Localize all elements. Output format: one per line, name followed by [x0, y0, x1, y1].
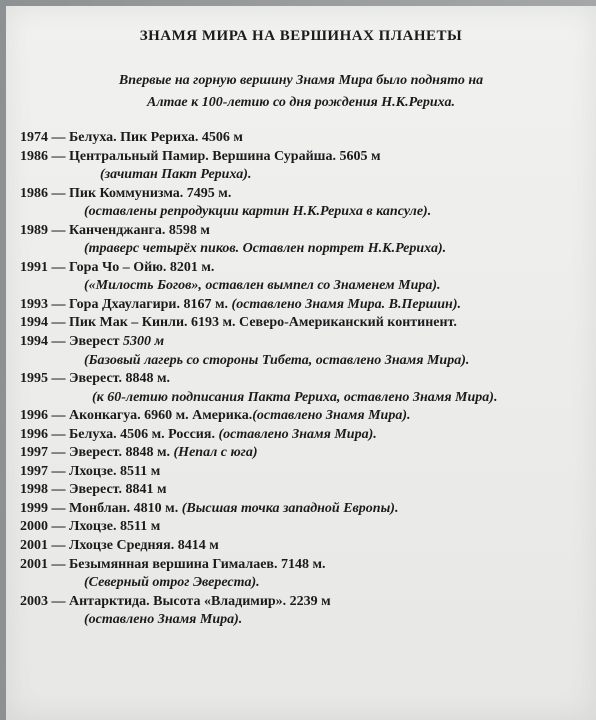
entry-1993: [20, 296, 590, 315]
entry-1999: [20, 500, 590, 519]
entry-1996-belukha-main: 1996 — Белуха. 4506 м. Россия.: [20, 426, 219, 442]
entry-1997-everest: [20, 444, 590, 463]
entry-1991: 1991 — Гора Чо – Ойю. 8201 м.: [20, 259, 215, 275]
entry-1997-lhotse: 1997 — Лхоцзе. 8511 м: [20, 463, 161, 479]
entry-1999-note: (Высшая точка западной Европы).: [181, 500, 399, 516]
entry-2001-himalaya-note: (Северный отрог Эвереста).: [84, 575, 260, 591]
entry-1996-aconcagua-main: 1996 — Аконкагуа. 6960 м. Америка.: [20, 408, 253, 424]
entry-1986-communism: 1986 — Пик Коммунизма. 7495 м.: [20, 185, 232, 201]
entry-1993-main: 1993 — Гора Дхаулагири. 8167 м.: [20, 296, 232, 312]
entry-1989: 1989 — Канченджанга. 8598 м: [20, 222, 210, 238]
intro-line-2: Алтае к 100-летию со дня рождения Н.К.Рериха.: [147, 95, 455, 110]
entry-2001-himalaya: 2001 — Безымянная вершина Гималаев. 7148 м.: [20, 556, 326, 572]
entry-1986-communism-note: (оставлены репродукции картин Н.К.Рериха в капсуле).: [84, 204, 432, 220]
entry-1995-note: (к 60-летию подписания Пакта Рериха, оставлено Знамя Мира).: [92, 389, 498, 405]
entry-1974: 1974 — Белуха. Пик Рериха. 4506 м: [20, 130, 243, 145]
document-title: ЗНАМЯ МИРА НА ВЕРШИНАХ ПЛАНЕТЫ: [139, 28, 463, 44]
entry-1997-everest-note: (Непал с юга): [173, 445, 258, 461]
entry-1998: 1998 — Эверест. 8841 м: [20, 482, 167, 498]
entry-1989-note: (траверс четырёх пиков. Оставлен портрет Н.К.Рериха).: [84, 241, 447, 257]
entry-2000: 2000 — Лхоцзе. 8511 м: [20, 519, 161, 535]
entry-1986-pamir-note: (зачитан Пакт Рериха).: [100, 167, 252, 183]
entry-2003: 2003 — Антарктида. Высота «Владимир». 2239 м: [20, 593, 331, 609]
entry-1991-note: («Милость Богов», оставлен вымпел со Знаменем Мира).: [84, 278, 441, 294]
intro-line-1: Впервые на горную вершину Знамя Мира было поднято на: [118, 73, 484, 88]
entry-1994-everest: [20, 333, 590, 352]
entry-1995: 1995 — Эверест. 8848 м.: [20, 371, 171, 387]
entry-1997-everest-main: 1997 — Эверест. 8848 м.: [20, 445, 174, 461]
entry-2001-lhotse-middle: 2001 — Лхоцзе Средняя. 8414 м: [20, 538, 219, 554]
entry-1996-belukha: [20, 426, 590, 445]
entry-1994-everest-note: (Базовый лагерь со стороны Тибета, оставлено Знамя Мира).: [84, 352, 470, 368]
entry-1994-everest-height: 5300 м: [123, 334, 165, 350]
expedition-list: [20, 129, 590, 630]
entry-1994-everest-main: 1994 — Эверест: [20, 334, 124, 350]
entry-1986-pamir: 1986 — Центральный Памир. Вершина Сурайша. 5605 м: [20, 148, 381, 164]
entry-1999-main: 1999 — Монблан. 4810 м.: [20, 500, 182, 516]
entry-1996-belukha-note: (оставлено Знамя Мира).: [218, 426, 377, 442]
document-sheet: [6, 6, 596, 720]
entry-1994-mckinley: 1994 — Пик Мак – Кинли. 6193 м. Северо-Американский континент.: [20, 315, 457, 331]
entry-2003-note: (оставлено Знамя Мира).: [84, 612, 243, 628]
entry-1996-aconcagua: [20, 407, 590, 426]
entry-1996-aconcagua-note: (оставлено Знамя Мира).: [252, 408, 411, 424]
entry-1993-note: (оставлено Знамя Мира. В.Першин).: [231, 296, 461, 312]
intro-paragraph: [6, 70, 596, 114]
